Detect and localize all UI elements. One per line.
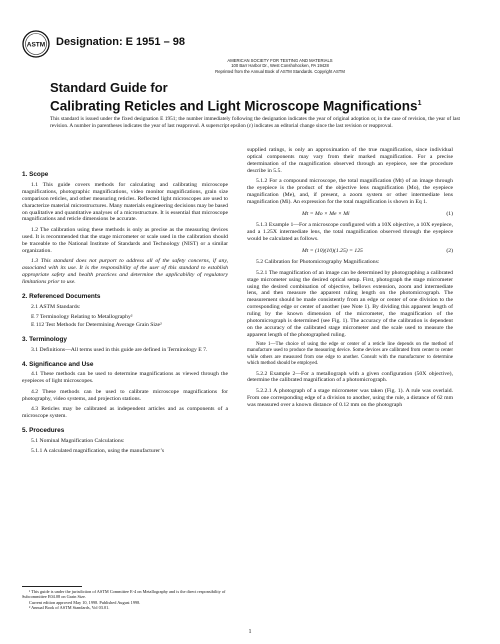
reference-e112: E 112 Test Methods for Determining Average Grain Size²	[31, 321, 162, 328]
paragraph-2-1: 2.1 ASTM Standards:	[31, 303, 81, 310]
equation-1	[247, 209, 453, 222]
paragraph-5-2-2-1: 5.2.2.1 A photograph of a stage micrometer was taken (Fig. 1). A rule was overlaid. From one corresponding edge of a division to another, using the rule, a distance of 62 mm was measured over a known distance of 0.12 mm on the photograph	[247, 387, 453, 408]
equation-2-expression: Mt = (10)(10)(1.25) = 125	[302, 248, 363, 255]
equation-1-number: (1)	[446, 211, 453, 218]
paragraph-5-2-1: 5.2.1 The magnification of an image can be determined by photographing a calibrated stage micrometer using the desired optical setup. First, photograph the stage micrometer using the desired combination of objective, bellows extension, zoom and intermediate lens, and then measure the apparent ruling length on the photomicrograph. The measurement should be made consistently from an edge or center of one division to the corresponding edge or center of another (see Note 1). By dividing this apparent length of ruling by the known dimension of the micrometer, the magnification of the photomicrograph is determined (see Fig. 1). The accuracy of the calibration is dependent on the accuracy of the calibrated stage micrometer and the scale used to measure the apparent length of the photographed ruling.	[247, 269, 453, 338]
equation-2	[247, 246, 453, 259]
title-line-1: Standard Guide for	[50, 80, 168, 95]
footnote-2: ² Annual Book of ASTM Standards, Vol 03.01.	[29, 605, 110, 611]
footnote-1-dates: Current edition approved May 10, 1998. Published August 1998.	[29, 599, 141, 605]
document-title	[50, 80, 421, 115]
section-heading-procedures: 5. Procedures	[22, 426, 65, 434]
paragraph-5-1-3: 5.1.3 Example 1—For a microscope configured with a 10X objective, a 10X eyepiece, and a 1.25X intermediate lens, the total magnification observed through the eyepiece would be calculated as follows.	[247, 222, 453, 242]
paragraph-1-3: 1.3 This standard does not purport to address all of the safety concerns, if any, associated with its use. It is the responsibility of the user of this standard to establish appropriate safety and health practices and determine the applicability of regulatory limitations prior to use.	[22, 257, 228, 285]
paragraph-4-2: 4.2 These methods can be used to calibrate microscope magnifications for photography, video systems, and projection stations.	[22, 388, 228, 402]
paragraph-5-1: 5.1 Nominal Magnification Calculations:	[31, 437, 125, 444]
page-number: 1	[248, 629, 252, 635]
paragraph-4-3: 4.3 Reticles may be calibrated as independent articles and as components of a microscope system.	[22, 406, 228, 419]
designation: Designation: E 1951 – 98	[56, 36, 185, 48]
footnote-1: ¹ This guide is under the jurisdiction of ASTM Committee E-4 on Metallography and is the direct responsibility of Subcommittee E04.08 on Grain Size.	[22, 589, 226, 600]
title-line-2: Calibrating Reticles and Light Microscope Magnifications$^1$	[50, 98, 422, 114]
footnotes	[22, 589, 228, 611]
publisher-line: AMERICAN SOCIETY FOR TESTING AND MATERIALS	[227, 58, 333, 63]
paragraph-5-1-1-cont: supplied ratings, is only an approximation of the true magnification, since individual optical components may vary from their marked magnification. For a precise determination of the magnification observed through an eyepiece, see the procedure describe in 5.5.	[247, 147, 453, 174]
equation-2-number: (2)	[446, 248, 453, 255]
paragraph-1-1: 1.1 This guide covers methods for calculating and calibrating microscope magnifications, photographic magnifications, video monitor magnifications, grain size comparison reticles, and other measuring reticles. Reflected light microscopes are used to characterize material microstructures. Many materials engineering decisions may be based on qualitative and quantitative analyses of a microstructure. It is essential that microscope magnifications and reticle dimensions be accurate.	[22, 181, 228, 223]
equation-1-expression: Mt = Mo × Me × Mi	[302, 211, 350, 218]
paragraph-3-1: 3.1 Definitions—All terms used in this guide are defined in Terminology E 7.	[31, 346, 208, 353]
paragraph-5-2-2: 5.2.2 Example 2—For a metallograph with a given configuration (50X objective), determine the calibrated magnification of a photomicrograph.	[247, 370, 453, 384]
title-footnote-mark: 1	[417, 100, 422, 107]
section-heading-referenced-documents: 2. Referenced Documents	[22, 292, 101, 300]
paragraph-5-2: 5.2 Calibration for Photomicrography Magnifications:	[256, 259, 380, 266]
paragraph-4-1: 4.1 These methods can be used to determine magnifications as viewed through the eyepieces of light microscopes.	[22, 371, 228, 385]
astm-logo-text: ASTM	[26, 41, 46, 49]
paragraph-5-1-2: 5.1.2 For a compound microscope, the total magnification (Mt) of an image through the eyepiece is the product of the objective lens magnification (Mo), the eyepiece magnification (Me), and, if present, a zoom system or other intermediate lens magnification (Mi). An expression for the total magnification is shown in Eq 1.	[247, 178, 453, 205]
right-column	[247, 147, 453, 412]
note-1: Note 1—The choice of using the edge or center of a reticle line depends on the method of manufacture used to produce the measuring device. Some devices are calibrated from center to center while others are measured from one edge to another. Consult with the manufacturer to determine which method should be employed.	[247, 342, 453, 366]
paragraph-1-2: 1.2 The calibration using these methods is only as precise as the measuring devices used. It is recommended that the stage micrometer or scale used in the calibration should be traceable to the National Institute of Standards and Technology (NIST) or a similar organization.	[22, 226, 228, 254]
paragraph-5-1-1: 5.1.1 A calculated magnification, using the manufacturer’s	[31, 448, 165, 455]
astm-logo-icon	[22, 30, 50, 58]
section-heading-significance: 4. Significance and Use	[22, 360, 94, 368]
section-heading-terminology: 3. Terminology	[22, 335, 67, 343]
left-column	[22, 147, 228, 459]
preface-note: This standard is issued under the fixed designation E 1951; the number immediately following the designation indicates the year of original adoption or, in the case of revision, the year of last revision. A number in parentheses indicates the year of last reapproval. A superscript epsilon (ε) indicates an editorial change since the last revision or reapproval.	[50, 116, 460, 129]
publisher-line: Reprinted from the Annual Book of ASTM Standards. Copyright ASTM	[215, 68, 345, 74]
publisher-line: 100 Barr Harbor Dr., West Conshohocken, PA 19428	[231, 63, 329, 69]
reference-e7: E 7 Terminology Relating to Metallography²	[31, 313, 133, 320]
footnote-divider	[22, 586, 82, 587]
section-heading-scope: 1. Scope	[22, 171, 49, 178]
publisher-info	[200, 58, 360, 74]
